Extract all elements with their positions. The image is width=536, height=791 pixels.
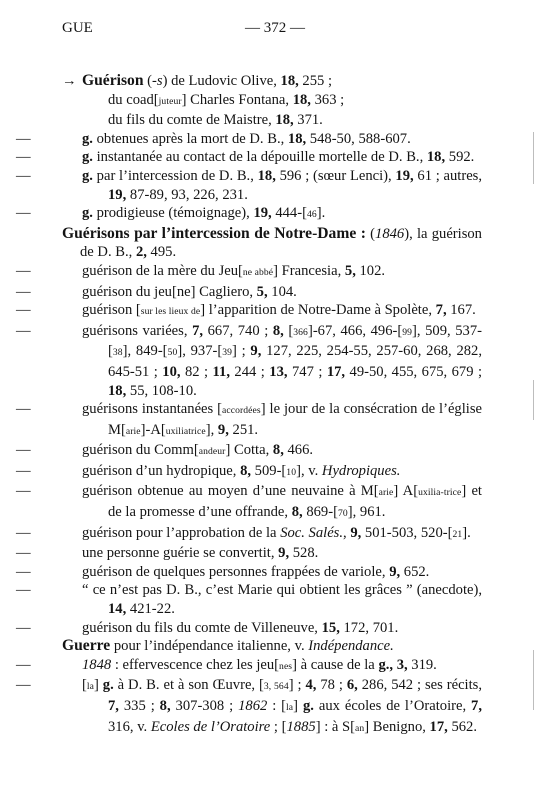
- entry-dash: —: [16, 262, 31, 279]
- entry-text: : [: [267, 698, 287, 714]
- entry-text: guérison du Comm[: [82, 442, 199, 459]
- index-entry: [62, 225, 482, 262]
- entry-text: sur les lieux de: [140, 306, 201, 318]
- index-entry: [62, 72, 482, 91]
- entry-text: 87-89, 93, 226, 231.: [126, 186, 248, 203]
- entry-text: 17,: [429, 718, 448, 735]
- entry-text: 528.: [289, 545, 319, 562]
- entry-text: 596 ; (sœur Lenci),: [275, 167, 396, 184]
- entry-text: 9,: [350, 524, 362, 541]
- entry-text: 8,: [272, 322, 284, 339]
- entry-text: 652.: [400, 563, 430, 580]
- entry-text: arie: [125, 425, 141, 437]
- entry-text: Ecoles de l’Oratoire: [150, 718, 271, 735]
- entry-text: 8,: [240, 462, 252, 479]
- entry-text: 444-[: [271, 205, 307, 222]
- entry-text: du coad[: [108, 91, 159, 108]
- index-entry: [16, 204, 482, 225]
- entry-text: 466.: [283, 442, 314, 459]
- entry-text: prodigieuse (témoignage),: [92, 205, 254, 222]
- entry-text: 10: [286, 466, 297, 478]
- entry-text: 255 ;: [298, 73, 333, 89]
- entry-text: 172, 701.: [339, 619, 399, 636]
- entry-text: ], 961.: [347, 504, 386, 521]
- entry-text: ], 849-[: [122, 343, 168, 360]
- index-entry: [16, 544, 482, 563]
- entry-text: ]-A[: [140, 421, 166, 438]
- entry-text: Guérison: [82, 72, 144, 89]
- entry-text: 319.: [407, 656, 437, 673]
- entry-text: 548-50, 588-607.: [306, 130, 411, 147]
- entry-text: 17,: [326, 363, 346, 380]
- entry-text: Guérisons par l’intercession de Notre-Dame :: [62, 224, 366, 242]
- entry-text: guérison [: [82, 302, 141, 319]
- entry-text: ] le jour de la consécration de l’église M[: [108, 401, 482, 438]
- entry-text: 1846: [375, 225, 405, 242]
- entry-text: une personne guérie se convertit,: [82, 545, 279, 562]
- entry-text: 363 ;: [310, 91, 345, 108]
- entry-text: 55, 108-10.: [126, 382, 197, 399]
- entry-text: du fils du comte de Maistre,: [108, 112, 276, 129]
- entry-dash: —: [16, 483, 31, 500]
- entry-dash: —: [16, 302, 31, 319]
- entry-dash: —: [16, 582, 31, 599]
- entry-text: [: [283, 322, 294, 339]
- entry-text: ]: [94, 677, 103, 694]
- entry-text: 99: [402, 326, 413, 338]
- entry-text: ] : à S[: [315, 718, 356, 735]
- entry-text: 9,: [278, 545, 290, 562]
- entry-text: la: [286, 702, 294, 713]
- index-entry: [16, 462, 482, 483]
- entry-text: guérison de la mère du Jeu[: [82, 262, 243, 279]
- entry-text: 6,: [346, 677, 358, 694]
- index-entry: [16, 400, 482, 441]
- entry-text: 19,: [108, 186, 127, 203]
- entry-text: g.,: [378, 656, 394, 673]
- entry-text: : effervescence chez les jeu[: [111, 656, 280, 673]
- entry-text: pour l’indépendance italienne, v.: [110, 638, 309, 655]
- entry-text: 49-50, 455, 675, 679 ;: [345, 363, 483, 380]
- entry-text: g.: [82, 167, 93, 184]
- running-head: GUE: [62, 20, 93, 36]
- entry-text: 82 ;: [180, 363, 213, 380]
- index-entry: [16, 167, 483, 204]
- index-entry: [16, 301, 482, 322]
- entry-text: 307-308 ;: [170, 698, 239, 714]
- entry-dash: —: [16, 462, 31, 479]
- margin-line: [533, 380, 534, 420]
- entry-text: 244 ;: [229, 363, 270, 380]
- entry-text: ], 937-[: [177, 343, 223, 360]
- entry-text: guérison obtenue au moyen d’une neuvaine à M[: [82, 483, 379, 500]
- entry-text: ].: [462, 524, 471, 541]
- page-number: — 372 —: [245, 20, 305, 36]
- index-entry: [16, 441, 482, 462]
- entry-text: uxilia-trice: [418, 487, 462, 499]
- entry-text: Hydropiques.: [321, 462, 401, 479]
- entry-text: 14,: [108, 601, 127, 618]
- entry-text: 18,: [108, 382, 127, 399]
- entry-text: ] l’apparition de Notre-Dame à Spolète,: [200, 302, 436, 319]
- entry-text: 667, 740 ;: [203, 322, 273, 339]
- index-entry: [16, 262, 482, 283]
- entry-text: ]-67, 466, 496-[: [307, 322, 403, 339]
- entry-text: 13,: [269, 363, 288, 380]
- entry-text: 1862: [238, 698, 268, 714]
- entry-text: 5,: [344, 262, 356, 279]
- entry-text: ,: [343, 524, 351, 541]
- entry-dash: —: [16, 167, 31, 184]
- entry-text: 1885: [286, 718, 316, 735]
- entry-text: 7,: [435, 302, 447, 319]
- entry-text: 50: [167, 347, 178, 359]
- entry-text: ]: [293, 698, 303, 714]
- entry-text: [: [82, 677, 87, 694]
- entry-text: 7,: [192, 322, 204, 339]
- entry-text: ), la guérison de D. B.,: [80, 225, 482, 261]
- entry-text: la: [86, 681, 94, 693]
- entry-text: 1848: [82, 656, 112, 673]
- entry-text: -s: [152, 73, 163, 89]
- entry-text: 8,: [272, 442, 284, 459]
- entry-text: 3,: [396, 656, 408, 673]
- entry-text: ],: [205, 421, 218, 438]
- entry-text: 18,: [257, 167, 276, 184]
- entry-dash: —: [16, 401, 31, 418]
- entry-text: 2,: [135, 244, 147, 261]
- entry-text: 19,: [253, 205, 272, 222]
- entry-text: guérison du fils du comte de Villeneuve,: [82, 619, 322, 636]
- entry-text: 592.: [445, 149, 475, 166]
- entry-text: accordées: [222, 405, 261, 417]
- entry-text: aux écoles de l’Oratoire,: [313, 698, 472, 714]
- entry-text: ] Francesia,: [273, 262, 345, 279]
- entry-text: 38: [112, 347, 123, 359]
- entry-text: arie: [378, 487, 394, 499]
- entry-text: 4,: [305, 677, 317, 694]
- index-entries: [16, 72, 483, 738]
- entry-text: g.: [82, 205, 93, 222]
- index-entry: [16, 482, 482, 523]
- index-entry: [62, 91, 482, 112]
- entry-text: ] ;: [288, 677, 306, 694]
- entry-dash: —: [16, 545, 31, 562]
- entry-text: 5,: [256, 283, 268, 300]
- entry-text: g.: [82, 149, 93, 166]
- entry-text: nes: [279, 660, 293, 672]
- index-entry: [16, 130, 482, 149]
- entry-text: (: [365, 225, 376, 242]
- entry-text: à D. B. et à son Œuvre, [: [113, 677, 264, 694]
- entry-text: guérison pour l’approbation de la: [82, 524, 281, 541]
- entry-text: guérison d’un hydropique,: [82, 462, 241, 479]
- entry-dash: —: [16, 619, 31, 636]
- entry-dash: —: [16, 149, 31, 166]
- entry-text: guérison de quelques personnes frappées de variole,: [82, 563, 390, 580]
- entry-text: 46: [306, 209, 317, 221]
- entry-text: 8,: [291, 504, 303, 521]
- entry-text: Indépendance.: [308, 638, 394, 655]
- entry-dash: —: [16, 656, 31, 673]
- entry-dash: —: [16, 524, 31, 541]
- entry-text: Guerre: [62, 637, 111, 655]
- index-entry: [16, 322, 483, 400]
- entry-text: 869-[: [302, 504, 338, 521]
- entry-text: ne abbé: [242, 266, 274, 278]
- entry-text: g.: [102, 677, 114, 694]
- entry-text: 316, v.: [108, 718, 151, 735]
- entry-text: 747 ;: [287, 363, 327, 380]
- entry-text: ] Cotta,: [225, 442, 273, 459]
- entry-text: 335 ;: [118, 698, 160, 714]
- entry-text: ], 509, 537-[: [108, 322, 482, 360]
- entry-text: 70: [337, 508, 348, 520]
- entry-text: 18,: [426, 149, 446, 166]
- entry-text: 127, 225, 254-55, 257-60, 268, 282, 645-51 ;: [108, 343, 482, 380]
- arrow-icon: →: [62, 73, 77, 89]
- entry-text: obtenues après la mort de D. B.,: [92, 130, 288, 147]
- index-entry: [16, 524, 482, 545]
- entry-text: 39: [222, 347, 233, 359]
- entry-text: ] Charles Fontana,: [181, 91, 293, 108]
- entry-text: 9,: [217, 421, 229, 438]
- entry-text: 366: [293, 326, 308, 338]
- entry-text: 167.: [446, 302, 476, 319]
- entry-text: 21: [452, 528, 463, 540]
- entry-text: 18,: [275, 112, 294, 129]
- entry-dash: —: [16, 130, 31, 147]
- entry-text: uxiliatrice: [165, 425, 206, 437]
- entry-text: “ ce n’est pas D. B., c’est Marie qui obtient les grâces ” (anecdote),: [82, 582, 482, 599]
- index-entry: [16, 619, 482, 638]
- entry-text: ] ;: [232, 343, 251, 360]
- entry-dash: —: [16, 442, 31, 459]
- entry-text: 421-22.: [126, 601, 175, 618]
- entry-text: 509-[: [251, 462, 287, 479]
- entry-text: 102.: [355, 262, 386, 279]
- entry-text: 18,: [292, 91, 311, 108]
- entry-text: 104.: [267, 283, 297, 300]
- entry-text: 10,: [162, 363, 181, 380]
- entry-text: ] A[: [393, 483, 419, 500]
- entry-text: 78 ;: [316, 677, 347, 694]
- entry-dash: —: [16, 283, 31, 300]
- entry-text: 7,: [471, 698, 482, 714]
- entry-text: par l’intercession de D. B.,: [92, 167, 258, 184]
- entry-text: 11,: [212, 363, 230, 380]
- entry-text: ].: [316, 205, 326, 222]
- entry-text: instantanée au contact de la dépouille mortelle de D. B.,: [92, 149, 427, 166]
- entry-dash: —: [16, 563, 31, 580]
- entry-text: 19,: [395, 167, 414, 184]
- entry-text: 7,: [108, 698, 119, 714]
- entry-text: 18,: [280, 73, 299, 89]
- index-entry: [16, 581, 482, 618]
- entry-text: ; [: [270, 718, 287, 735]
- entry-text: 251.: [228, 421, 259, 438]
- entry-text: (: [143, 73, 153, 89]
- index-entry: [16, 148, 482, 167]
- entry-text: 8,: [159, 698, 171, 714]
- entry-text: ] à cause de la: [292, 656, 379, 673]
- entry-text: ] Benigno,: [364, 718, 430, 735]
- entry-text: 562.: [447, 718, 477, 735]
- index-entry: [16, 656, 482, 677]
- entry-text: guérisons variées,: [82, 322, 193, 339]
- entry-dash: —: [16, 677, 31, 694]
- entry-text: 371.: [293, 112, 323, 129]
- entry-text: g.: [82, 130, 93, 147]
- margin-line: [533, 650, 534, 710]
- entry-text: ] et de la promesse d’une offrande,: [108, 483, 482, 521]
- entry-text: ], v.: [296, 462, 322, 479]
- entry-text: ) de Ludovic Olive,: [162, 73, 281, 89]
- index-entry: [16, 676, 482, 738]
- entry-text: 9,: [250, 343, 262, 360]
- entry-text: 9,: [389, 563, 401, 580]
- entry-text: 501-503, 520-[: [361, 524, 453, 541]
- entry-text: Soc. Salés.: [280, 524, 344, 541]
- entry-text: 18,: [287, 130, 307, 147]
- entry-text: g.: [302, 698, 314, 714]
- entry-text: guérison du jeu[ne] Cagliero,: [82, 283, 257, 300]
- entry-text: 15,: [321, 619, 340, 636]
- entry-text: 286, 542 ; ses récits,: [357, 677, 482, 694]
- index-entry: [62, 111, 482, 130]
- entry-text: an: [355, 722, 365, 734]
- entry-text: guérisons instantanées [: [82, 401, 223, 418]
- margin-line: [533, 132, 534, 184]
- entry-text: andeur: [198, 446, 226, 458]
- index-entry: [62, 637, 482, 656]
- entry-text: 61 ; autres,: [413, 167, 483, 184]
- index-entry: [16, 283, 482, 302]
- entry-dash: —: [16, 205, 31, 222]
- index-entry: [16, 563, 482, 582]
- entry-text: juteur: [158, 95, 182, 107]
- entry-text: 495.: [146, 244, 177, 261]
- entry-dash: —: [16, 322, 31, 339]
- entry-text: 3, 564: [263, 681, 289, 693]
